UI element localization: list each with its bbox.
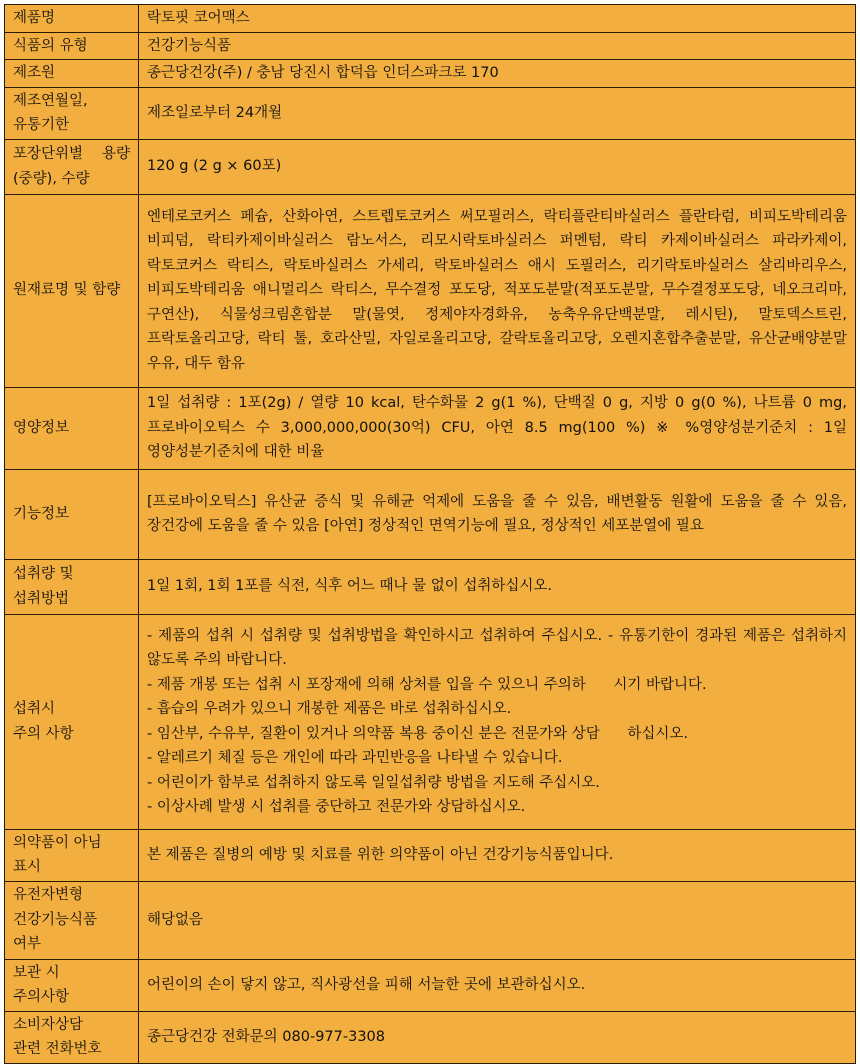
label-consumer-phone: 소비자상담 관련 전화번호	[5, 1011, 139, 1063]
label-storage: 보관 시 주의사항	[5, 959, 139, 1011]
caution-list	[147, 624, 852, 820]
row-gmo	[5, 881, 856, 959]
row-intake	[5, 559, 856, 614]
label-caution: 섭취시 주의 사항	[5, 614, 139, 829]
row-food-type	[5, 32, 856, 60]
row-storage	[5, 959, 856, 1011]
label-product-name: 제품명	[5, 5, 139, 33]
row-product-name	[5, 5, 856, 33]
value-product-name: 락토핏 코어맥스	[139, 5, 856, 33]
label-nutrition: 영양정보	[5, 387, 139, 469]
value-not-medicine: 본 제품은 질병의 예방 및 치료를 위한 의약품이 아닌 건강기능식품입니다.	[139, 829, 856, 881]
label-expiry: 제조연월일, 유통기한	[5, 87, 139, 139]
row-manufacturer	[5, 60, 856, 88]
label-ingredients: 원재료명 및 함량	[5, 194, 139, 387]
row-package-unit	[5, 139, 856, 194]
label-function: 기능정보	[5, 469, 139, 559]
value-intake: 1일 1회, 1회 1포를 식전, 식후 어느 때나 물 없이 섭취하십시오.	[139, 559, 856, 614]
label-food-type: 식품의 유형	[5, 32, 139, 60]
label-gmo: 유전자변형 건강기능식품 여부	[5, 881, 139, 959]
value-consumer-phone: 종근당건강 전화문의 080-977-3308	[139, 1011, 856, 1063]
label-manufacturer: 제조원	[5, 60, 139, 88]
list-item: - 어린이가 함부로 섭취하지 않도록 일일섭취량 방법을 지도해 주십시오.	[147, 774, 600, 791]
label-not-medicine: 의약품이 아님 표시	[5, 829, 139, 881]
row-function	[5, 469, 856, 559]
value-package-unit: 120 g (2 g × 60포)	[139, 139, 856, 194]
value-gmo: 해당없음	[139, 881, 856, 959]
value-storage: 어린이의 손이 닿지 않고, 직사광선을 피해 서늘한 곳에 보관하십시오.	[139, 959, 856, 1011]
product-info-table	[4, 4, 856, 1064]
row-consumer-phone	[5, 1011, 856, 1063]
value-expiry: 제조일로부터 24개월	[139, 87, 856, 139]
row-ingredients	[5, 194, 856, 387]
label-intake: 섭취량 및 섭취방법	[5, 559, 139, 614]
list-item: - 제품의 섭취 시 섭취량 및 섭취방법을 확인하시고 섭취하여 주십시오. - 유통기한이 경과된 제품은 섭취하지 않도록 주의 바랍니다.	[147, 627, 852, 668]
row-not-medicine	[5, 829, 856, 881]
list-item: - 제품 개봉 또는 섭취 시 포장재에 의해 상처를 입을 수 있으니 주의하 시기 바랍니다.	[147, 676, 707, 693]
value-food-type: 건강기능식품	[139, 32, 856, 60]
value-nutrition: 1일 섭취량 : 1포(2g) / 열량 10 kcal, 탄수화물 2 g(1 %), 단백질 0 g, 지방 0 g(0 %), 나트륨 0 mg, 프로바이오틱스 수 3,000,000,000(30억) CFU, 아연 8.5 mg(100 %) ※ %영양성분기준치 : 1일 영양성분기준치에 대한 비율	[139, 387, 856, 469]
value-caution	[139, 614, 856, 829]
label-package-unit: 포장단위별 용량(중량), 수량	[5, 139, 139, 194]
row-nutrition	[5, 387, 856, 469]
row-caution	[5, 614, 856, 829]
row-expiry	[5, 87, 856, 139]
value-ingredients: 엔테로코커스 페슘, 산화아연, 스트렙토코커스 써모필러스, 락티플란티바실러스 플란타럼, 비피도박테리움 비피덤, 락티카제이바실러스 람노서스, 리모시락토바실러스 퍼멘텀, 락티 카제이바실러스 파라카제이, 락토코커스 락티스, 락토바실러스 가세리, 락토바실러스 애시 도필러스, 리기락토바실러스 살리바리우스, 비피도박테리움 애니멀리스 락티스, 무수결정 포도당, 적포도분말(적포도분말, 무수결정포도당, 네오크리마, 구연산), 식물성크림혼합분 말(물엿, 정제야자경화유, 농축우유단백분말, 레시틴), 말토덱스트린, 프락토올리고당, 락티 톨, 호라산밀, 자일로올리고당, 갈락토올리고당, 오렌지혼합추출분말, 유산균배양분말 우유, 대두 함유	[139, 194, 856, 387]
list-item: - 임산부, 수유부, 질환이 있거나 의약품 복용 중이신 분은 전문가와 상담 하십시오.	[147, 725, 689, 742]
value-manufacturer: 종근당건강(주) / 충남 당진시 합덕읍 인더스파크로 170	[139, 60, 856, 88]
list-item: - 이상사례 발생 시 섭취를 중단하고 전문가와 상담하십시오.	[147, 799, 526, 815]
list-item: - 흡습의 우려가 있으니 개봉한 제품은 바로 섭취하십시오.	[147, 701, 512, 717]
list-item: - 알레르기 체질 등은 개인에 따라 과민반응을 나타낼 수 있습니다.	[147, 750, 563, 766]
value-function: [프로바이오틱스] 유산균 증식 및 유해균 억제에 도움을 줄 수 있음, 배변활동 원활에 도움을 줄 수 있음, 장건강에 도움을 줄 수 있음 [아연] 정상적인 면역기능에 필요, 정상적인 세포분열에 필요	[139, 469, 856, 559]
